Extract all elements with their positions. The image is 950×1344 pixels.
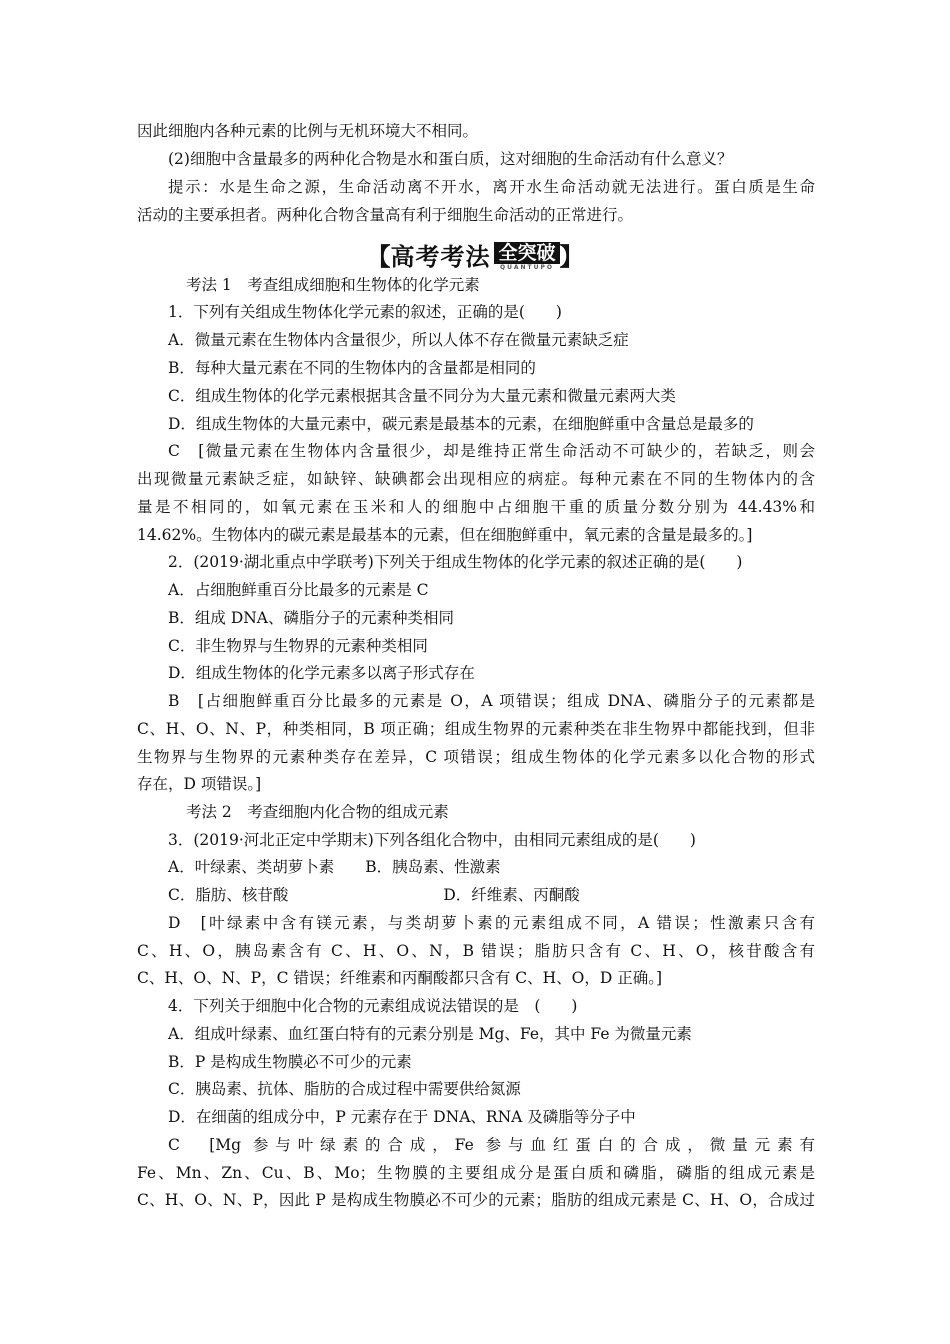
option-line: A．组成叶绿素、血红蛋白特有的元素分别是 Mg、Fe，其中 Fe 为微量元素 bbox=[168, 1025, 692, 1043]
question-stem: 2．(2019·湖北重点中学联考)下列关于组成生物体的化学元素的叙述正确的是( ) bbox=[168, 553, 743, 571]
banner-highlight: 全突破 bbox=[494, 242, 559, 264]
banner-title: 高考考法 bbox=[390, 243, 491, 271]
answer-line: C、H、O、N、P，种类相同，B 项正确；组成生物界的元素种类在非生物界中都能找到，但非 bbox=[137, 720, 815, 738]
answer-line: 生物界与生物界的元素种类存在差异，C 项错误；组成生物体的化学元素多以化合物的形式 bbox=[137, 748, 815, 766]
option-line: D．在细菌的组成分中，P 元素存在于 DNA、RNA 及磷脂等分子中 bbox=[168, 1108, 636, 1126]
text-line: (2)细胞中含量最多的两种化合物是水和蛋白质，这对细胞的生命活动有什么意义？ bbox=[168, 150, 733, 168]
question-stem: 1．下列有关组成生物体化学元素的叙述，正确的是( ) bbox=[168, 303, 562, 321]
option-line: B．组成 DNA、磷脂分子的元素种类相同 bbox=[168, 609, 455, 627]
option-line: D．组成生物体的化学元素多以离子形式存在 bbox=[168, 664, 475, 682]
option-line: B．每种大量元素在不同的生物体内的含量都是相同的 bbox=[168, 359, 536, 377]
answer-line: Fe、Mn、Zn、Cu、B、Mo；生物膜的主要组成分是蛋白质和磷脂，磷脂的组成元素是 bbox=[137, 1164, 815, 1182]
text-line: 因此细胞内各种元素的比例与无机环境大不相同。 bbox=[137, 122, 479, 140]
option-line: A．微量元素在生物体内含量很少，所以人体不存在微量元素缺乏症 bbox=[168, 331, 629, 349]
option-line: A．叶绿素、类胡萝卜素 B．胰岛素、性激素 bbox=[168, 858, 501, 876]
option-line: C．非生物界与生物界的元素种类相同 bbox=[168, 637, 428, 655]
text-line: 提示：水是生命之源，生命活动离不开水，离开水生命活动就无法进行。蛋白质是生命 bbox=[168, 178, 815, 196]
option-line: C．胰岛素、抗体、脂肪的合成过程中需要供给氮源 bbox=[168, 1080, 521, 1098]
answer-line: 14.62%。生物体内的碳元素是最基本的元素，但在细胞鲜重中，氧元素的含量是最多的。] bbox=[137, 526, 753, 544]
option-line: C．组成生物体的化学元素根据其含量不同分为大量元素和微量元素两大类 bbox=[168, 387, 676, 405]
banner-highlight-box bbox=[494, 242, 559, 272]
banner-bracket-close: 】 bbox=[559, 243, 584, 271]
answer-line: C、H、O、N、P，因此 P 是构成生物膜必不可少的元素；脂肪的组成元素是 C、H、O，合成过 bbox=[137, 1191, 815, 1209]
option-line: C．脂肪、核苷酸 D．纤维素、丙酮酸 bbox=[168, 886, 580, 904]
option-line: D．组成生物体的大量元素中，碳元素是最基本的元素，在细胞鲜重中含量总是最多的 bbox=[168, 415, 754, 433]
answer-line: B [占细胞鲜重百分比最多的元素是 O，A 项错误；组成 DNA、磷脂分子的元素都是 bbox=[168, 692, 815, 710]
banner-subtitle: QUANTUPO bbox=[500, 264, 554, 271]
answer-line: D [叶绿素中含有镁元素，与类胡萝卜素的元素组成不同，A 错误；性激素只含有 bbox=[168, 914, 815, 932]
question-stem: 4．下列关于细胞中化合物的元素组成说法错误的是 ( ) bbox=[168, 997, 578, 1015]
option-line: A．占细胞鲜重百分比最多的元素是 C bbox=[168, 581, 429, 599]
method-heading: 考法 2 考查细胞内化合物的组成元素 bbox=[186, 803, 449, 821]
option-line: B．P 是构成生物膜必不可少的元素 bbox=[168, 1053, 412, 1071]
answer-line: C [微量元素在生物体内含量很少，却是维持正常生命活动不可缺少的，若缺乏，则会 bbox=[168, 442, 815, 460]
answer-line: 出现微量元素缺乏症，如缺锌、缺碘都会出现相应的病症。每种元素在不同的生物体内的含 bbox=[137, 470, 815, 488]
method-heading: 考法 1 考查组成细胞和生物体的化学元素 bbox=[186, 276, 480, 294]
section-banner bbox=[0, 241, 950, 273]
answer-line: C、H、O、N、P，C 错误；纤维素和丙酮酸都只含有 C、H、O，D 正确。] bbox=[137, 969, 663, 987]
question-stem: 3．(2019·河北正定中学期末)下列各组化合物中，由相同元素组成的是( ) bbox=[168, 831, 696, 849]
answer-line: C [Mg 参与叶绿素的合成，Fe 参与血红蛋白的合成，微量元素有 bbox=[168, 1136, 815, 1154]
answer-line: 量是不相同的，如氧元素在玉米和人的细胞中占细胞干重的质量分数分别为 44.43%和 bbox=[137, 498, 815, 516]
answer-line: C、H、O，胰岛素含有 C、H、O、N，B 错误；脂肪只含有 C、H、O，核苷酸含有 bbox=[137, 942, 815, 960]
banner-bracket-open: 【 bbox=[366, 243, 391, 271]
text-line: 活动的主要承担者。两种化合物含量高有利于细胞生命活动的正常进行。 bbox=[137, 206, 634, 224]
answer-line: 存在，D 项错误。] bbox=[137, 775, 262, 793]
